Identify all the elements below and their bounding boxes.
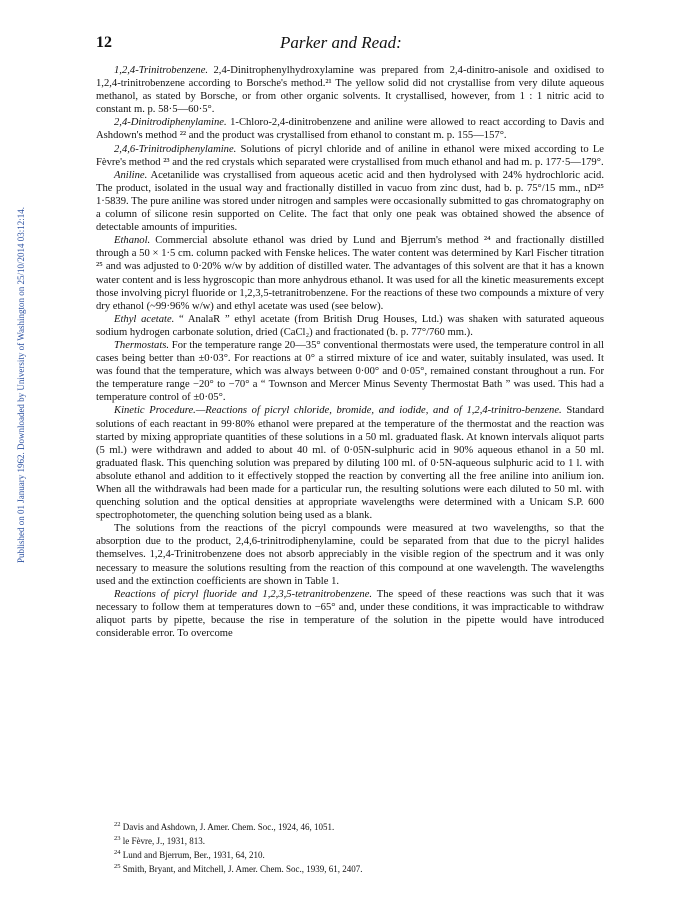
paragraph-text: For the temperature range 20—35° conventional thermostats were used, the temperature control in all cases being better than ±0·03°. For reactions at 0° a stirred mixture of ice and water, suitably insulated, was used. It was found that the temperature, which was always between 0·00° and 0·05°, remained constant throughout a run. For the temperature range −20° to −70° a “ Townson and Mercer Minus Seventy Thermostat Bath ” was used. This had a temperature control of ±0·05°. [96, 339, 604, 404]
footnote-22 [96, 819, 604, 833]
page-number: 12 [96, 34, 112, 51]
paragraph-text: Solutions of picryl chloride and of aniline in ethanol were mixed according to Le Fèvre's method ²³ and the red crystals which separated were crystallised from much ethanol and had m. p. 177·5—179°. [96, 143, 604, 168]
paragraph-text: Commercial absolute ethanol was dried by Lund and Bjerrum's method ²⁴ and fractionally distilled through a 50 × 1·5 cm. column packed with Fenske helices. The water content was determined by Karl Fischer titration ²⁵ and was adjusted to 0·20% w/w by addition of distilled water. The advantages of this solvent are that it has a known water content and is less hygroscopic than more anhydrous ethanol. It was used for all the kinetic measurements except those involving picryl fluoride or 1,2,3,5-tetranitrobenzene. For the reactions of these two compounds a mixture of very dry ethanol (~99·96% w/w) and ethyl acetate was used (see below). [96, 235, 604, 312]
footnote-number: 23 [114, 835, 121, 842]
paragraph-ethanol [96, 234, 604, 313]
paragraph-picryl-fluoride [96, 588, 604, 640]
paragraph-trinitrodiphenylamine [96, 143, 604, 169]
paragraph-heading: Aniline. [114, 169, 148, 181]
paragraph-dinitrodiphenylamine [96, 116, 604, 142]
paragraph-aniline [96, 169, 604, 234]
paragraph-text: Acetanilide was crystallised from aqueous acetic acid and then hydrolysed with 24% hydrochloric acid. The product, isolated in the usual way and fractionally distilled in vacuo from zinc dust, had b. p. 75°/15 mm., nD²⁵ 1·5839. The pure aniline was stored under nitrogen and samples were occasionally submitted to gas chromatography on a column of silicone resin supported on Celite. The fact that only one peak was obtained showed the absence of detectable amounts of impurities. [96, 169, 604, 234]
paragraph-text: “ AnalaR ” ethyl acetate (from British Drug Houses, Ltd.) was shaken with saturated aqueous sodium hydrogen carbonate solution, dried (CaCl₂) and fractionated (b. p. 77°/760 mm.). [96, 313, 604, 338]
footnote-23 [96, 833, 604, 847]
footnote-24 [96, 847, 604, 861]
paragraph-text: Standard solutions of each reactant in 99·80% ethanol were prepared at the temperature of the thermostat and the reaction was started by mixing appropriate quantities of these solutions in a 50 ml. graduated flask. At known intervals aliquot parts (5 ml.) were withdrawn and added to about 40 ml. of 0·05N-sulphuric acid in 90% aqueous ethanol in a 50 ml. graduated flask. This quenching solution was prepared by diluting 100 ml. of 0·5N-aqueous sulphuric acid to 1 l. with absolute ethanol and addition to it effectively stopped the reaction by converting all the free aniline into anilium ion. When all the withdrawals had been made for a particular run, the resulting solutions were each diluted to 50 ml. with quenching solution and the optical densities at appropriate wavelengths were determined with a Unicam S.P. 600 spectrophotometer, the quenching solution being used as a blank. [96, 405, 604, 522]
paragraph-text: 2,4-Dinitrophenylhydroxylamine was prepared from 2,4-dinitro-anisole and oxidised to 1,2,4-trinitrobenzene according to Borsche's method.²¹ The yellow solid did not crystallise from very dilute aqueous methanol, as stated by Borsche, or from other organic solvents. It crystallised, however, from 1 : 1 nitric acid to constant m. p. 58·5—60·5°. [96, 65, 604, 116]
footnote-number: 22 [114, 821, 121, 828]
download-watermark [4, 130, 26, 640]
paragraph-kinetic-procedure [96, 404, 604, 522]
footnote-25 [96, 861, 604, 875]
footnote-text: Lund and Bjerrum, Ber., 1931, 64, 210. [122, 850, 265, 860]
footnote-number: 25 [114, 863, 121, 870]
paragraph-heading: Kinetic Procedure.—Reactions of picryl chloride, bromide, and iodide, and of 1,2,4-trinitro-benzene. [114, 405, 562, 417]
article-body [96, 64, 604, 640]
footnote-number: 24 [114, 849, 121, 856]
paragraph-text: The solutions from the reactions of the picryl compounds were measured at two wavelengths, so that the absorption due to the product, 2,4,6-trinitrodiphenylamine, could be separated from that due to the picryl halides themselves. 1,2,4-Trinitrobenzene does not absorb appreciably in the visible region of the spectrum and it was only necessary to measure the solutions resulting from the reaction of this compound at one wavelength. The wavelengths used and the extinction coefficients are shown in Table 1. [96, 523, 604, 587]
paragraph-thermostats [96, 339, 604, 404]
paragraph-text: 1-Chloro-2,4-dinitrobenzene and aniline were allowed to react according to Davis and Ashdown's method ²² and the product was crystallised from ethanol to constant m. p. 155—157°. [96, 117, 604, 142]
paragraph-heading: 2,4-Dinitrodiphenylamine. [114, 117, 227, 129]
running-head: Parker and Read: [280, 33, 402, 52]
footnote-text: le Fèvre, J., 1931, 813. [122, 836, 205, 846]
paragraph-trinitrobenzene [96, 64, 604, 116]
paragraph-text: The speed of these reactions was such that it was necessary to follow them at temperatures down to −65° and, under these conditions, it was impracticable to withdraw aliquot parts by pipette, because the rise in temperature of the solution in the pipette would have introduced considerable error. To overcome [96, 588, 604, 640]
paragraph-ethyl-acetate [96, 313, 604, 339]
download-watermark-text: Published on 01 January 1962. Downloaded by University of Washington on 25/10/2014 03:12:14. [16, 206, 26, 564]
footnotes [96, 819, 604, 875]
paragraph-heading: Ethanol. [114, 235, 151, 247]
paragraph-heading: 1,2,4-Trinitrobenzene. [114, 65, 209, 76]
paragraph-heading: Ethyl acetate. [114, 313, 175, 325]
footnote-text: Davis and Ashdown, J. Amer. Chem. Soc., 1924, 46, 1051. [122, 822, 335, 832]
footnote-text: Smith, Bryant, and Mitchell, J. Amer. Chem. Soc., 1939, 61, 2407. [122, 864, 363, 874]
paragraph-heading: Thermostats. [114, 339, 170, 351]
paragraph-heading: Reactions of picryl fluoride and 1,2,3,5-tetranitrobenzene. [114, 588, 373, 600]
paragraph-heading: 2,4,6-Trinitrodiphenylamine. [114, 143, 237, 155]
paragraph-wavelengths [96, 522, 604, 587]
